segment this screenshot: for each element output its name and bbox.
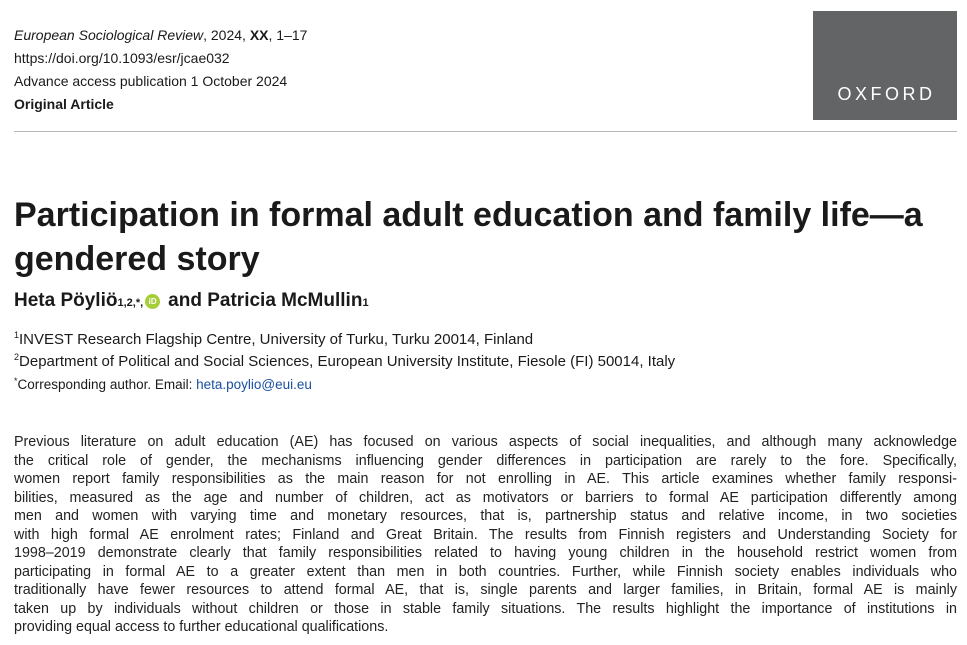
affiliation-number: 1 bbox=[14, 330, 20, 340]
abstract-line: participating in formal AE to a greater extent than men in both countries. Further, while Finnish society enables individuals who bbox=[14, 563, 957, 580]
affiliation-list bbox=[14, 329, 675, 373]
corresponding-mark: * bbox=[14, 376, 18, 386]
abstract-line: traditionally have fewer resources to attend formal AE, that is, single parents and larger families, in Britain, formal AE is mainly bbox=[14, 582, 957, 598]
affiliation-text: INVEST Research Flagship Centre, University of Turku, Turku 20014, Finland bbox=[19, 331, 534, 348]
affiliation-number: 2 bbox=[14, 352, 20, 362]
journal-name: European Sociological Review bbox=[14, 27, 204, 43]
journal-volume: XX bbox=[249, 27, 269, 43]
abstract-line: women report family responsibilities as the main reason for not enrolling in AE. This article examines whether family responsi- bbox=[14, 471, 957, 487]
abstract bbox=[14, 433, 957, 637]
journal-pages: , 1–17 bbox=[268, 27, 308, 43]
affiliation bbox=[14, 329, 675, 351]
affiliation bbox=[14, 351, 675, 373]
oxford-logo-text: OXFORD bbox=[837, 84, 936, 104]
abstract-line: with high formal AE enrolment rates; Finland and Great Britain. The results from Finnish registers and Understanding Society for bbox=[14, 526, 957, 543]
article-metadata bbox=[14, 24, 307, 116]
abstract-line: 1998–2019 demonstrate clearly that family responsibilities related to having young children in the household restrict women from bbox=[14, 545, 957, 561]
journal-year: , 2024, bbox=[203, 27, 250, 43]
article-title: Participation in formal adult education and family life—a gendered story bbox=[14, 196, 923, 278]
abstract-line: the critical role of gender, the mechanisms influencing gender differences in participation are rarely to the fore. Specifically, bbox=[14, 452, 957, 469]
author-connector: and bbox=[168, 290, 202, 311]
abstract-line: providing equal access to further educational qualifications. bbox=[14, 619, 389, 635]
affiliation-text: Department of Political and Social Sciences, European University Institute, Fiesole (FI) 50014, Italy bbox=[19, 353, 676, 370]
author-list: Heta Pöyliö 1,2,*, iD and Patricia McMullin 1 bbox=[14, 290, 369, 311]
abstract-line: bilities, measured as the age and number of children, act as motivators or barriers to formal AE participation differently among bbox=[14, 489, 957, 506]
author-name[interactable]: Heta Pöyliö bbox=[14, 290, 118, 311]
journal-citation bbox=[14, 24, 307, 47]
oxford-logo bbox=[813, 11, 957, 120]
header-divider bbox=[14, 131, 957, 132]
abstract-line: Previous literature on adult education (AE) has focused on various aspects of social inequalities, and although many acknowledge bbox=[14, 434, 957, 450]
email-link[interactable]: heta.poylio@eui.eu bbox=[196, 377, 312, 392]
author-name[interactable]: Patricia McMullin bbox=[207, 290, 363, 311]
corresponding-label: Corresponding author. Email: bbox=[17, 377, 197, 392]
access-date: Advance access publication 1 October 2024 bbox=[14, 73, 288, 89]
abstract-line: taken up by individuals without children or those in stable family situations. The results highlight the importance of institutions in bbox=[14, 600, 957, 617]
orcid-icon[interactable]: iD bbox=[145, 294, 160, 309]
article-type: Original Article bbox=[14, 96, 114, 112]
doi-link[interactable]: https://doi.org/10.1093/esr/jcae032 bbox=[14, 50, 230, 66]
abstract-line: men and women with varying time and monetary resources, that is, partnership status and relative income, in two societies bbox=[14, 508, 957, 524]
corresponding-author bbox=[14, 377, 312, 392]
